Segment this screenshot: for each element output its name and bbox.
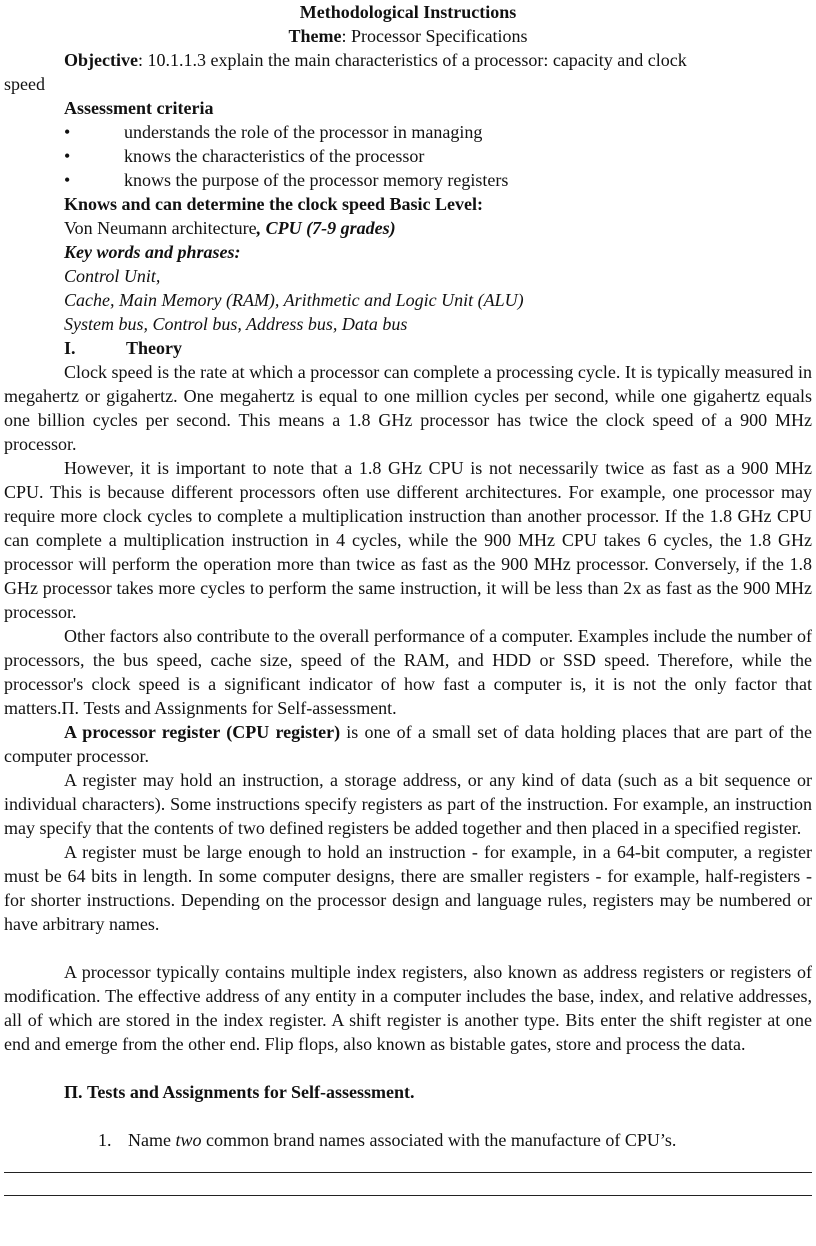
question-emphasis: two (175, 1130, 202, 1150)
blank-line (4, 1056, 812, 1080)
register-definition: is one of a small set of data holding places that are part of the computer processor. (4, 722, 812, 766)
objective-label: Objective (64, 50, 138, 70)
prerequisites-plain: Von Neumann architecture (64, 218, 257, 238)
objective-text-continued: speed (4, 74, 45, 94)
theory-paragraph: A register may hold an instruction, a storage address, or any kind of data (such as a bit sequence or individual characters). Some instructions specify registers as part of the instruction. For example, an instruction may specify that the contents of two defined registers be added together and then placed in a specified register. (4, 770, 812, 838)
prerequisites-emphasis: , CPU (7-9 grades) (256, 218, 396, 238)
blank-line (4, 1104, 812, 1128)
bullet-icon: • (64, 122, 71, 142)
keywords-line: Control Unit, (64, 266, 161, 286)
register-definition-paragraph (4, 720, 812, 768)
blank-line (4, 936, 812, 960)
index-register-paragraph: A processor typically contains multiple index registers, also known as address registers or registers of modification. The effective address of any entity in a computer includes the base, index, and relative addresses, all of which are stored in the index register. A shift register is another type. Bits enter the shift register at one end and emerge from the other end. Flip flops, also known as bistable gates, store and process the data. (4, 962, 812, 1054)
theory-paragraph: However, it is important to note that a 1.8 GHz CPU is not necessarily twice as fast as a 900 MHz CPU. This is because different processors often use different architectures. For example, one processor may require more clock cycles to complete a multiplication instruction than another processor. If the 1.8 GHz CPU can complete a multiplication instruction in 4 cycles, while the 900 MHz CPU takes 6 cycles, the 1.8 GHz processor will perform the operation more than twice as fast as the 900 MHz processor. Conversely, if the 1.8 GHz processor takes more cycles to perform the same instruction, it will be less than 2x as fast as the 900 MHz processor. (4, 458, 812, 622)
theme-value: : Processor Specifications (341, 26, 528, 46)
theory-heading (4, 336, 812, 360)
assessment-item-text: knows the purpose of the processor memory registers (124, 170, 509, 190)
bullet-icon: • (64, 170, 71, 190)
question-text-after: common brand names associated with the manufacture of CPU’s. (201, 1130, 677, 1150)
register-term: A processor register (CPU register) (64, 722, 341, 742)
tests-heading: П. Tests and Assignments for Self-assessment. (64, 1082, 415, 1102)
question-item (4, 1128, 812, 1152)
objective-text: : 10.1.1.3 explain the main characteristics of a processor: capacity and clock (137, 50, 687, 70)
question-text (98, 1130, 676, 1150)
document-title: Methodological Instructions (299, 2, 517, 22)
assessment-item-text: knows the characteristics of the processor (124, 146, 425, 166)
keywords-line: System bus, Control bus, Address bus, Data bus (64, 314, 408, 334)
question-number: 1. (98, 1130, 112, 1150)
theme-line (4, 24, 812, 48)
theory-paragraph: Clock speed is the rate at which a processor can complete a processing cycle. It is typically measured in megahertz or gigahertz. One megahertz is equal to one million cycles per second, while one gigahertz equals one billion cycles per second. This means a 1.8 GHz processor has twice the clock speed of a 900 MHz processor. (4, 362, 812, 454)
theory-paragraph: A register must be large enough to hold an instruction - for example, in a 64-bit computer, a register must be 64 bits in length. In some computer designs, there are smaller registers - for example, half-registers - for shorter instructions. Depending on the processor design and language rules, registers may be numbered or have arbitrary names. (4, 842, 812, 934)
bullet-icon: • (64, 146, 71, 166)
level-heading: Knows and can determine the clock speed Basic Level: (64, 194, 483, 214)
prerequisites-line (4, 216, 812, 240)
assessment-item (4, 168, 812, 192)
theory-number: I. (64, 338, 76, 358)
assessment-item (4, 120, 812, 144)
theory-paragraph: Other factors also contribute to the overall performance of a computer. Examples include the number of processors, the bus speed, cache size, speed of the RAM, and HDD or SSD speed. Therefore, while the processor's clock speed is a significant indicator of how fast a computer is, it is not the only factor that matters.П. Tests and Assignments for Self-assessment. (4, 626, 812, 718)
document-page (4, 0, 812, 1196)
question-text-before: Name (128, 1130, 176, 1150)
theory-title: Theory (126, 338, 182, 358)
objective-line (4, 48, 812, 72)
answer-line[interactable] (4, 1195, 812, 1196)
keywords-line: Cache, Main Memory (RAM), Arithmetic and Logic Unit (ALU) (64, 290, 524, 310)
assessment-item-text: understands the role of the processor in managing (124, 122, 483, 142)
assessment-item (4, 144, 812, 168)
keywords-heading: Key words and phrases: (64, 242, 241, 262)
theme-label: Theme (288, 26, 342, 46)
assessment-heading: Assessment criteria (64, 98, 214, 118)
